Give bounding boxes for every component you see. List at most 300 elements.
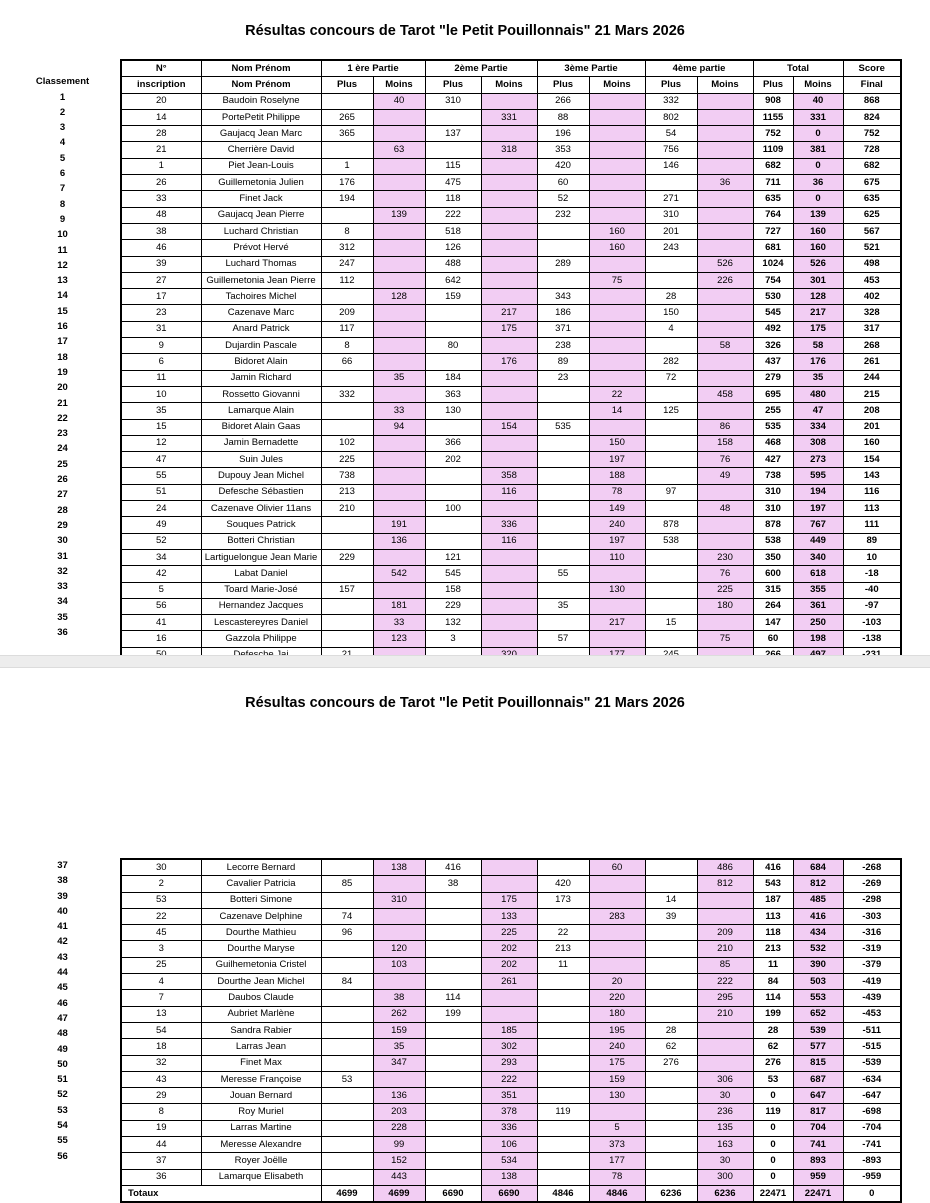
cell-p3-plus [537, 1022, 589, 1038]
cell-inscription: 16 [121, 631, 201, 647]
cell-p1-moins: 159 [373, 1022, 425, 1038]
cell-p3-moins [589, 338, 645, 354]
cell-p2-moins [481, 158, 537, 174]
cell-p3-moins: 240 [589, 517, 645, 533]
rank-value: 50 [57, 1058, 68, 1070]
cell-name: Tachoires Michel [201, 289, 321, 305]
totals-score: 0 [843, 1185, 901, 1202]
table-row [121, 223, 901, 239]
cell-p2-moins: 222 [481, 1071, 537, 1087]
cell-p4-moins: 236 [697, 1104, 753, 1120]
cell-p1-moins [373, 468, 425, 484]
rank-value: 9 [59, 213, 66, 225]
rank-value: 13 [57, 275, 68, 287]
cell-p1-plus [321, 517, 373, 533]
rank-value: 6 [59, 168, 66, 180]
cell-total-plus: 326 [753, 338, 793, 354]
cell-p3-plus [537, 452, 589, 468]
cell-p4-plus [645, 582, 697, 598]
header-final: Final [843, 77, 901, 93]
cell-p4-plus [645, 598, 697, 614]
cell-inscription: 20 [121, 93, 201, 109]
cell-p3-plus: 57 [537, 631, 589, 647]
cell-total-moins: 139 [793, 207, 843, 223]
cell-p4-moins: 230 [697, 549, 753, 565]
cell-p4-plus: 878 [645, 517, 697, 533]
cell-p3-moins [589, 631, 645, 647]
rank-value: 38 [57, 875, 68, 887]
cell-p3-moins: 22 [589, 386, 645, 402]
cell-p4-plus [645, 1006, 697, 1022]
rank-value: 32 [57, 565, 68, 577]
cell-total-plus: 147 [753, 615, 793, 631]
cell-name: Gaujacq Jean Pierre [201, 207, 321, 223]
cell-p1-plus [321, 1153, 373, 1169]
cell-p3-moins [589, 892, 645, 908]
cell-p2-plus [425, 1120, 481, 1136]
cell-total-moins: 647 [793, 1088, 843, 1104]
cell-score-final: 625 [843, 207, 901, 223]
cell-total-moins: 361 [793, 598, 843, 614]
cell-total-plus: 187 [753, 892, 793, 908]
table-row [121, 1104, 901, 1120]
cell-p4-moins [697, 321, 753, 337]
cell-p2-moins [481, 859, 537, 876]
totals-p2: 6690 [425, 1185, 481, 1202]
cell-p2-plus [425, 925, 481, 941]
cell-p3-moins: 5 [589, 1120, 645, 1136]
cell-score-final: -698 [843, 1104, 901, 1120]
cell-p1-plus: 229 [321, 549, 373, 565]
cell-p1-plus: 157 [321, 582, 373, 598]
cell-p3-moins: 177 [589, 1153, 645, 1169]
cell-score-final: -634 [843, 1071, 901, 1087]
cell-score-final: 521 [843, 240, 901, 256]
cell-p2-moins [481, 126, 537, 142]
cell-p1-plus: 332 [321, 386, 373, 402]
rank-value: 52 [57, 1089, 68, 1101]
cell-score-final: -316 [843, 925, 901, 941]
cell-inscription: 33 [121, 191, 201, 207]
cell-p2-plus [425, 892, 481, 908]
cell-p4-moins [697, 517, 753, 533]
cell-total-moins: 58 [793, 338, 843, 354]
cell-p1-moins [373, 974, 425, 990]
cell-p4-moins [697, 207, 753, 223]
cell-p4-plus [645, 175, 697, 191]
cell-p4-moins [697, 1055, 753, 1071]
cell-p3-moins [589, 370, 645, 386]
cell-total-moins: 553 [793, 990, 843, 1006]
table-row [121, 207, 901, 223]
cell-total-moins: 577 [793, 1039, 843, 1055]
cell-p2-moins [481, 1006, 537, 1022]
cell-name: Dourthe Maryse [201, 941, 321, 957]
rank-value: 19 [57, 366, 68, 378]
cell-p1-plus: 365 [321, 126, 373, 142]
cell-score-final: -18 [843, 566, 901, 582]
cell-total-plus: 84 [753, 974, 793, 990]
cell-total-moins: 160 [793, 223, 843, 239]
cell-p2-plus: 199 [425, 1006, 481, 1022]
cell-name: Dupouy Jean Michel [201, 468, 321, 484]
cell-p3-moins: 20 [589, 974, 645, 990]
cell-p2-moins: 133 [481, 908, 537, 924]
cell-inscription: 45 [121, 925, 201, 941]
cell-name: Bidoret Alain Gaas [201, 419, 321, 435]
cell-p1-plus: 312 [321, 240, 373, 256]
cell-p2-moins: 175 [481, 321, 537, 337]
totals-m4: 6236 [697, 1185, 753, 1202]
header-total: Total [753, 60, 843, 77]
cell-p3-moins: 197 [589, 533, 645, 549]
cell-p4-moins: 180 [697, 598, 753, 614]
cell-score-final: -269 [843, 876, 901, 892]
cell-name: Meresse Alexandre [201, 1137, 321, 1153]
cell-p1-plus [321, 142, 373, 158]
cell-p2-plus [425, 957, 481, 973]
cell-p4-moins [697, 305, 753, 321]
cell-total-plus: 11 [753, 957, 793, 973]
cell-p4-plus: 243 [645, 240, 697, 256]
cell-p4-moins [697, 126, 753, 142]
cell-p3-moins [589, 191, 645, 207]
cell-p2-plus [425, 1071, 481, 1087]
cell-inscription: 12 [121, 435, 201, 451]
cell-p4-plus: 538 [645, 533, 697, 549]
table-row [121, 908, 901, 924]
cell-p4-plus [645, 452, 697, 468]
cell-total-moins: 434 [793, 925, 843, 941]
cell-p4-moins [697, 615, 753, 631]
cell-p2-plus: 184 [425, 370, 481, 386]
cell-p1-moins: 120 [373, 941, 425, 957]
cell-p1-moins: 35 [373, 370, 425, 386]
cell-p4-plus [645, 941, 697, 957]
rank-value: 34 [57, 596, 68, 608]
rank-value: 28 [57, 504, 68, 516]
cell-total-plus: 764 [753, 207, 793, 223]
cell-p4-moins [697, 1039, 753, 1055]
cell-p2-plus: 114 [425, 990, 481, 1006]
cell-total-plus: 600 [753, 566, 793, 582]
cell-name: Dourthe Mathieu [201, 925, 321, 941]
cell-p1-plus: 66 [321, 354, 373, 370]
cell-p4-moins: 75 [697, 631, 753, 647]
cell-total-moins: 301 [793, 272, 843, 288]
cell-score-final: -97 [843, 598, 901, 614]
rank-value: 8 [59, 198, 66, 210]
cell-p4-moins [697, 142, 753, 158]
cell-inscription: 36 [121, 1169, 201, 1185]
cell-p4-plus [645, 1137, 697, 1153]
rank-value: 15 [57, 305, 68, 317]
table-row [121, 484, 901, 500]
cell-total-moins: 817 [793, 1104, 843, 1120]
cell-p4-moins [697, 533, 753, 549]
cell-p3-plus [537, 1120, 589, 1136]
cell-p4-moins: 36 [697, 175, 753, 191]
cell-p2-plus: 518 [425, 223, 481, 239]
cell-p4-moins: 30 [697, 1088, 753, 1104]
cell-p1-moins: 38 [373, 990, 425, 1006]
cell-name: Botteri Christian [201, 533, 321, 549]
cell-score-final: 682 [843, 158, 901, 174]
table-row [121, 990, 901, 1006]
cell-p3-moins [589, 876, 645, 892]
rank-value: 49 [57, 1043, 68, 1055]
cell-p4-plus [645, 1071, 697, 1087]
cell-p3-moins [589, 957, 645, 973]
cell-score-final: -439 [843, 990, 901, 1006]
cell-p2-plus: 132 [425, 615, 481, 631]
cell-p3-plus [537, 517, 589, 533]
rank-value: 20 [57, 382, 68, 394]
cell-name: Lamarque Alain [201, 403, 321, 419]
cell-p4-moins: 222 [697, 974, 753, 990]
cell-p4-plus [645, 338, 697, 354]
cell-p2-moins: 331 [481, 109, 537, 125]
cell-p2-moins [481, 256, 537, 272]
cell-p3-plus [537, 1137, 589, 1153]
rank-value: 35 [57, 611, 68, 623]
cell-p1-moins [373, 582, 425, 598]
cell-name: Guillemetonia Jean Pierre [201, 272, 321, 288]
rank-value: 22 [57, 412, 68, 424]
cell-p2-moins [481, 338, 537, 354]
cell-p2-moins [481, 93, 537, 109]
cell-p4-moins: 300 [697, 1169, 753, 1185]
cell-total-moins: 503 [793, 974, 843, 990]
cell-total-moins: 893 [793, 1153, 843, 1169]
cell-p3-plus [537, 582, 589, 598]
cell-p4-moins: 30 [697, 1153, 753, 1169]
table-row [121, 419, 901, 435]
cell-p2-plus: 366 [425, 435, 481, 451]
cell-p3-moins: 78 [589, 484, 645, 500]
table-row [121, 289, 901, 305]
cell-p1-moins [373, 272, 425, 288]
cell-inscription: 26 [121, 175, 201, 191]
cell-p1-moins: 63 [373, 142, 425, 158]
cell-p1-moins [373, 158, 425, 174]
cell-p3-plus: 11 [537, 957, 589, 973]
header-partie-4: 4ème partie [645, 60, 753, 77]
cell-score-final: -741 [843, 1137, 901, 1153]
header-moins: Moins [697, 77, 753, 93]
cell-p1-plus [321, 859, 373, 876]
cell-p4-moins [697, 223, 753, 239]
cell-total-plus: 545 [753, 305, 793, 321]
cell-p1-moins [373, 126, 425, 142]
cell-score-final: 10 [843, 549, 901, 565]
cell-p1-moins: 128 [373, 289, 425, 305]
cell-name: Botteri Simone [201, 892, 321, 908]
cell-p2-plus [425, 1153, 481, 1169]
header-partie-3: 3ème Partie [537, 60, 645, 77]
cell-p4-plus: 62 [645, 1039, 697, 1055]
cell-p2-plus [425, 517, 481, 533]
cell-inscription: 24 [121, 501, 201, 517]
rank-value: 30 [57, 535, 68, 547]
table-row [121, 1137, 901, 1153]
cell-p3-moins: 160 [589, 223, 645, 239]
cell-p4-plus: 310 [645, 207, 697, 223]
cell-p1-moins: 138 [373, 859, 425, 876]
rank-value: 14 [57, 290, 68, 302]
cell-total-plus: 310 [753, 484, 793, 500]
cell-p4-plus: 146 [645, 158, 697, 174]
cell-p4-plus [645, 419, 697, 435]
cell-p2-plus [425, 908, 481, 924]
cell-p2-plus [425, 142, 481, 158]
table-row [121, 272, 901, 288]
cell-score-final: 244 [843, 370, 901, 386]
rank-value: 42 [57, 936, 68, 948]
header-partie-2: 2ème Partie [425, 60, 537, 77]
cell-p1-moins [373, 223, 425, 239]
cell-p2-plus: 363 [425, 386, 481, 402]
cell-name: Jamin Bernadette [201, 435, 321, 451]
cell-name: Cherrière David [201, 142, 321, 158]
cell-inscription: 14 [121, 109, 201, 125]
cell-p1-plus [321, 990, 373, 1006]
cell-score-final: -303 [843, 908, 901, 924]
rank-value: 23 [57, 428, 68, 440]
cell-p3-moins [589, 93, 645, 109]
cell-p4-plus [645, 876, 697, 892]
cell-score-final: -419 [843, 974, 901, 990]
cell-p1-plus [321, 566, 373, 582]
rank-value: 10 [57, 229, 68, 241]
cell-p3-plus [537, 974, 589, 990]
cell-p1-plus [321, 1104, 373, 1120]
rank-value: 4 [59, 137, 66, 149]
cell-p1-plus [321, 93, 373, 109]
table-row [121, 142, 901, 158]
cell-score-final: 160 [843, 435, 901, 451]
cell-p2-moins: 336 [481, 517, 537, 533]
cell-p3-plus: 89 [537, 354, 589, 370]
table-row [121, 370, 901, 386]
cell-name: Luchard Christian [201, 223, 321, 239]
cell-name: PortePetit Philippe [201, 109, 321, 125]
cell-p4-moins: 210 [697, 941, 753, 957]
cell-inscription: 11 [121, 370, 201, 386]
rank-value: 44 [57, 967, 68, 979]
cell-name: Guilhemetonia Cristel [201, 957, 321, 973]
cell-p2-plus [425, 321, 481, 337]
cell-name: Defesche Sébastien [201, 484, 321, 500]
header-partie-1: 1 ère Partie [321, 60, 425, 77]
cell-p1-plus [321, 598, 373, 614]
cell-p4-moins: 49 [697, 468, 753, 484]
cell-p3-moins: 180 [589, 1006, 645, 1022]
cell-name: Cazenave Delphine [201, 908, 321, 924]
cell-p2-moins [481, 598, 537, 614]
cell-score-final: 113 [843, 501, 901, 517]
cell-p3-moins [589, 109, 645, 125]
cell-p4-moins [697, 403, 753, 419]
cell-name: Gaujacq Jean Marc [201, 126, 321, 142]
cell-total-plus: 199 [753, 1006, 793, 1022]
cell-p2-moins [481, 501, 537, 517]
cell-total-plus: 315 [753, 582, 793, 598]
cell-p2-plus: 38 [425, 876, 481, 892]
cell-p1-moins: 347 [373, 1055, 425, 1071]
cell-score-final: -298 [843, 892, 901, 908]
cell-p4-moins: 306 [697, 1071, 753, 1087]
cell-total-moins: 485 [793, 892, 843, 908]
rank-value: 21 [57, 397, 68, 409]
cell-p4-plus [645, 501, 697, 517]
cell-p4-plus: 201 [645, 223, 697, 239]
cell-inscription: 22 [121, 908, 201, 924]
header-plus: Plus [645, 77, 697, 93]
cell-name: Souques Patrick [201, 517, 321, 533]
table-row [121, 892, 901, 908]
cell-inscription: 9 [121, 338, 201, 354]
cell-p3-plus: 232 [537, 207, 589, 223]
cell-p2-moins [481, 582, 537, 598]
rank-value: 16 [57, 321, 68, 333]
cell-p4-plus [645, 1104, 697, 1120]
cell-total-moins: 355 [793, 582, 843, 598]
cell-total-plus: 0 [753, 1120, 793, 1136]
cell-p2-plus: 416 [425, 859, 481, 876]
cell-score-final: 868 [843, 93, 901, 109]
table-row [121, 256, 901, 272]
cell-total-moins: 217 [793, 305, 843, 321]
table-row [121, 615, 901, 631]
cell-p2-moins: 534 [481, 1153, 537, 1169]
cell-p4-moins: 85 [697, 957, 753, 973]
cell-p4-moins [697, 191, 753, 207]
cell-p3-moins: 130 [589, 582, 645, 598]
cell-p1-plus [321, 1088, 373, 1104]
cell-total-moins: 250 [793, 615, 843, 631]
cell-p1-plus: 84 [321, 974, 373, 990]
cell-inscription: 41 [121, 615, 201, 631]
cell-p3-plus [537, 549, 589, 565]
cell-p1-moins: 181 [373, 598, 425, 614]
table-row [121, 1071, 901, 1087]
cell-p1-moins [373, 1071, 425, 1087]
cell-p1-moins: 203 [373, 1104, 425, 1120]
totals-m2: 6690 [481, 1185, 537, 1202]
cell-p1-plus [321, 1039, 373, 1055]
cell-p4-plus [645, 468, 697, 484]
cell-p4-moins [697, 109, 753, 125]
cell-p4-moins: 225 [697, 582, 753, 598]
results-table-page-1 [120, 59, 902, 681]
cell-inscription: 23 [121, 305, 201, 321]
cell-score-final: -704 [843, 1120, 901, 1136]
cell-total-moins: 618 [793, 566, 843, 582]
cell-p4-moins: 48 [697, 501, 753, 517]
cell-inscription: 52 [121, 533, 201, 549]
cell-score-final: 261 [843, 354, 901, 370]
cell-p3-plus [537, 1169, 589, 1185]
rank-value: 31 [57, 550, 68, 562]
cell-p2-moins: 154 [481, 419, 537, 435]
rank-value: 47 [57, 1012, 68, 1024]
cell-score-final: 111 [843, 517, 901, 533]
cell-p4-plus: 15 [645, 615, 697, 631]
rank-value: 11 [57, 244, 68, 256]
cell-p1-moins [373, 175, 425, 191]
cell-p4-plus: 756 [645, 142, 697, 158]
